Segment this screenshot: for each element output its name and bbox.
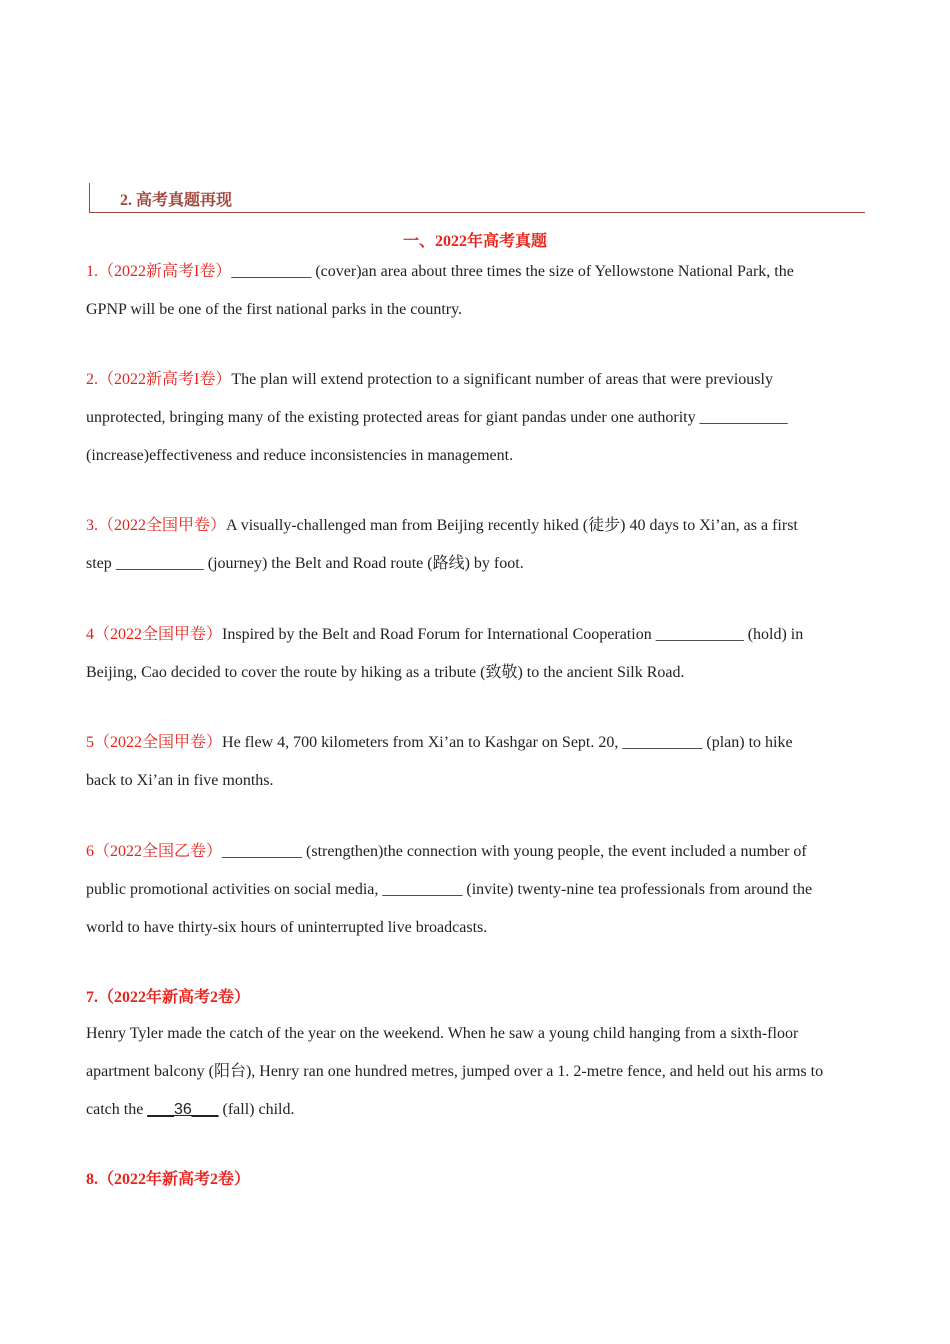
question-text: back to Xi’an in five months. [86, 772, 274, 789]
question-5 [86, 724, 866, 800]
question-6-line-1 [86, 833, 866, 871]
subheading: 一、2022年高考真题 [402, 233, 547, 250]
question-text: catch the [86, 1101, 148, 1118]
question-text: world to have thirty-six hours of uninterrupted live broadcasts. [86, 919, 488, 936]
question-text: step ___________ (journey) the Belt and Road route (路线) by foot. [86, 555, 524, 572]
answer-blank: ___36___ [147, 1101, 219, 1118]
question-text: public promotional activities on social media, __________ (invite) twenty-nine tea professionals from around the [86, 881, 813, 898]
question-tag: 2.（2022新高考I卷） [86, 371, 232, 388]
question-tag: 1.（2022新高考I卷） [86, 263, 232, 280]
question-1-line-1 [86, 253, 866, 291]
question-text: Inspired by the Belt and Road Forum for International Cooperation ___________ (hold) in [222, 626, 804, 643]
question-text: GPNP will be one of the first national parks in the country. [86, 301, 463, 318]
question-text: unprotected, bringing many of the existing protected areas for giant pandas under one authority ___________ [86, 409, 788, 426]
question-tag: 8.（2022年新高考2卷） [86, 1171, 251, 1188]
question-3-line-1 [86, 507, 866, 545]
question-7-line-3 [86, 1091, 866, 1129]
question-1 [86, 253, 866, 329]
question-text: __________ (strengthen)the connection with young people, the event included a number of [222, 843, 807, 860]
question-2-line-1 [86, 361, 866, 399]
question-2 [86, 361, 866, 475]
question-text: __________ (cover)an area about three times the size of Yellowstone National Park, the [231, 263, 794, 280]
question-6 [86, 833, 866, 947]
question-tag: 5（2022全国甲卷） [86, 734, 223, 751]
question-tag: 7.（2022年新高考2卷） [86, 989, 251, 1006]
question-4 [86, 616, 866, 692]
section-header [89, 183, 865, 213]
question-3 [86, 507, 866, 583]
question-text: The plan will extend protection to a significant number of areas that were previously [231, 371, 773, 388]
question-text: Beijing, Cao decided to cover the route by hiking as a tribute (致敬) to the ancient Silk Road. [86, 664, 685, 681]
question-tag: 4（2022全国甲卷） [86, 626, 223, 643]
question-text: (increase)effectiveness and reduce inconsistencies in management. [86, 447, 514, 464]
question-7-heading [86, 979, 866, 1017]
question-5-line-1 [86, 724, 866, 762]
question-tag: 6（2022全国乙卷） [86, 843, 223, 860]
question-text: Henry Tyler made the catch of the year on the weekend. When he saw a young child hanging from a sixth-floor [86, 1025, 799, 1042]
question-8-heading [86, 1161, 866, 1199]
question-4-line-1 [86, 616, 866, 654]
section-title: 2. 高考真题再现 [120, 192, 233, 209]
question-text: (fall) child. [218, 1101, 295, 1118]
question-text: A visually-challenged man from Beijing recently hiked (徒步) 40 days to Xi’an, as a first [226, 517, 798, 534]
question-7-body [86, 1015, 866, 1129]
question-text: He flew 4, 700 kilometers from Xi’an to Kashgar on Sept. 20, __________ (plan) to hike [222, 734, 793, 751]
question-tag: 3.（2022全国甲卷） [86, 517, 227, 534]
question-text: apartment balcony (阳台), Henry ran one hundred metres, jumped over a 1. 2-metre fence, and held out his arms to [86, 1063, 824, 1080]
